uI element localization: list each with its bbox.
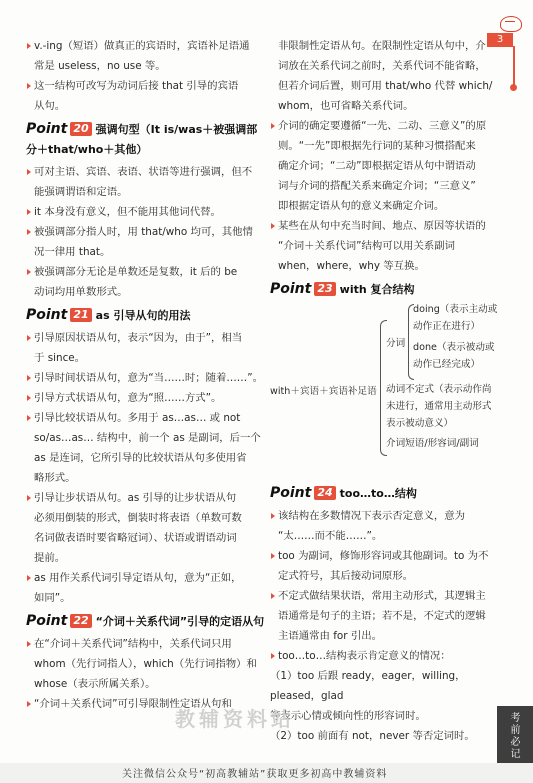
numbered-paragraph: （2）too 前面有 not，never 等否定词时。 [270, 730, 475, 742]
list-item: too…to…结构表示肯定意义的情况： [270, 646, 512, 666]
point-number-badge: 23 [314, 282, 335, 296]
point-heading-22: Point 22 “介词＋关系代词”引导的定语从句 [26, 613, 265, 629]
point-number-badge: 24 [314, 486, 335, 500]
list-item: 引导让步状语从句。as 引导的让步状语从句 必须用倒装的形式，倒装时将表语（单数可数 名词做表语时要省略冠词）、状语或谓语动词 提前。 [26, 488, 268, 568]
list-item: 引导时间状语从句，意为“当……时；随着……”。 [26, 368, 268, 388]
continued-paragraph: 非限制性定语从句。在限制性定语从句中，介 词放在关系代词之前时，关系代词不能省略， 但若介词后置，则可用 that/who 代替 which/ whom，也可省略关系代词。 [278, 40, 493, 112]
list-item: it 本身没有意义，但不能用其他词代替。 [26, 202, 268, 222]
list-item: 这一结构可改写为动词后接 that 引导的宾语 从句。 [26, 76, 268, 116]
list-item: too 为副词，修饰形容词或其他副词。to 为不 定式符号，其后接动词原形。 [270, 546, 512, 586]
list-item: 在“介词＋关系代词”结构中，关系代词只用 whom（先行词指人），which（先行词指物）和 whose（表示所属关系）。 [26, 634, 268, 694]
point-number-badge: 20 [70, 122, 91, 136]
list-item: 引导比较状语从句。多用于 as…as… 或 not so/as…as… 结构中，前一个 as 是副词，后一个 as 是连词，它所引导的比较状语从句多使用省 略形式。 [26, 408, 268, 488]
footer-text: 关注微信公众号“初高教辅站”获取更多初高中教辅资料 [122, 769, 388, 780]
list-item: 介词的确定要遵循“一先、二动、三意义”的原 则。“一先”即根据先行词的某种习惯搭配来 确定介词；“二动”即根据定语从句中谓语动 词与介词的搭配关系来确定介词；“三意义” 即根据定语从句的意义来确定介词。 [270, 116, 512, 216]
right-column [270, 36, 512, 746]
point-number-badge: 21 [70, 308, 91, 322]
list-item: 不定式做结果状语，常用主动形式，其逻辑主 语通常是句子的主语；若不是，不定式的逻辑 主语通常由 for 引出。 [270, 586, 512, 646]
point-heading-21: Point 21 as 引导从句的用法 [26, 307, 191, 323]
diagram-root: with＋宾语＋宾语补足语 [270, 386, 377, 397]
list-item: v.-ing（短语）做真正的宾语时，宾语补足语通 常是 useless，no use 等。 [26, 36, 268, 76]
diagram-participle-label: 分词 [386, 338, 406, 349]
page-number: 3 [487, 33, 513, 47]
side-tab-label: 考前必记 [508, 712, 519, 760]
point-heading-23: Point 23 with 复合结构 [270, 281, 415, 297]
list-item: 引导原因状语从句，表示“因为，由于”，相当 于 since。 [26, 328, 268, 368]
list-item: 某些在从句中充当时间、地点、原因等状语的 “介词＋关系代词”结构可以用关系副词 when，where，why 等互换。 [270, 216, 512, 276]
left-column [26, 36, 268, 714]
list-item: “介词＋关系代词”可引导限制性定语从句和 [26, 694, 268, 714]
list-item: 该结构在多数情况下表示否定意义，意为 “太……而不能……”。 [270, 506, 512, 546]
page-marker-line [513, 46, 515, 86]
point-heading-24: Point 24 too…to…结构 [270, 485, 417, 501]
watermark: 教辅资料站 [175, 707, 295, 731]
list-item: 被强调部分无论是单数还是复数，it 后的 be 动词均用单数形式。 [26, 262, 268, 302]
bookmark-icon [500, 16, 522, 32]
numbered-paragraph: （1）too 后跟 ready，eager，willing，pleased，glad 等表示心情或倾向性的形容词时。 [270, 670, 466, 722]
with-structure-diagram: with＋宾语＋宾语补足语 分词 doing（表示主动或 动作正在进行） done（表示被动或 动作已经完成） 动词不定式（表示动作尚 未进行，通常用主动形式 表示被动意义） 介词短语/形容词/副词 [270, 302, 512, 480]
point-heading-20: Point 20 强调句型（It is/was＋被强调部 分＋that/who＋其他） [26, 121, 258, 156]
list-item: 被强调部分指人时，用 that/who 均可，其他情 况一律用 that。 [26, 222, 268, 262]
list-item: 引导方式状语从句，意为“照……方式”。 [26, 388, 268, 408]
list-item: as 用作关系代词引导定语从句，意为“正如， 如同”。 [26, 568, 268, 608]
point-number-badge: 22 [70, 614, 91, 628]
list-item: 可对主语、宾语、表语、状语等进行强调，但不 能强调谓语和定语。 [26, 162, 268, 202]
footer-banner [0, 763, 533, 783]
